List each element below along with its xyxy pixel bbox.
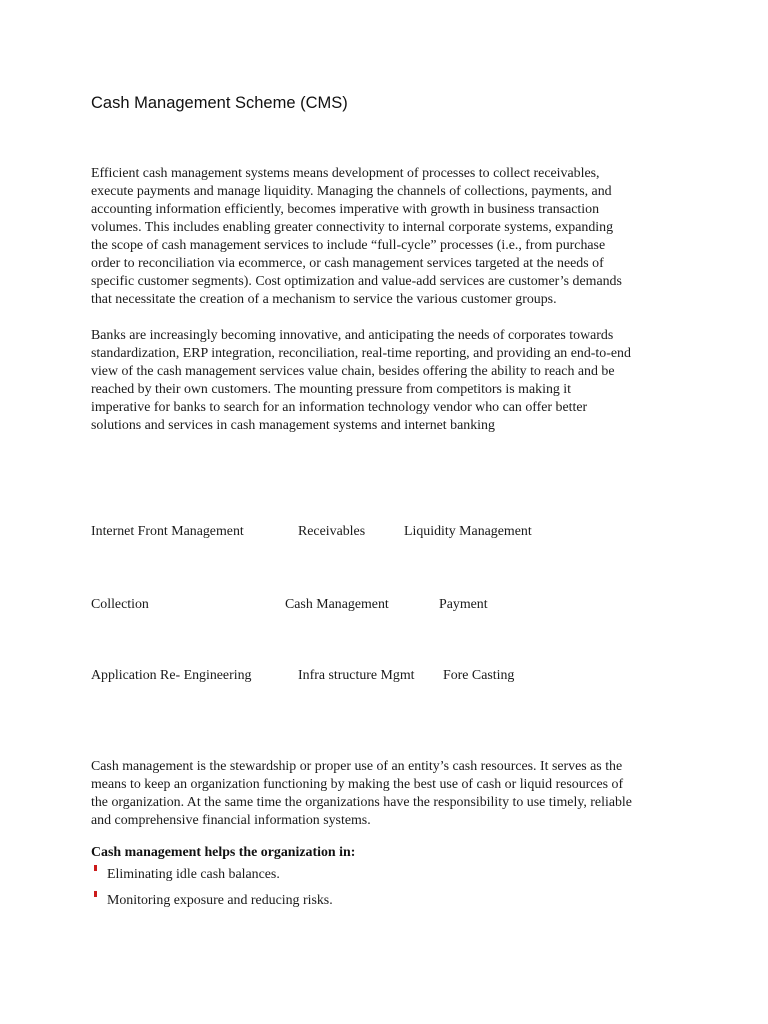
diagram-label-liquidity-management: Liquidity Management <box>404 524 532 539</box>
list-item-text: Eliminating idle cash balances. <box>107 867 280 882</box>
diagram-label-application-re-engineering: Application Re- Engineering <box>91 668 252 683</box>
paragraph-line: means to keep an organization functioning by making the best use of cash or liquid resources of <box>91 777 624 792</box>
banks-paragraph <box>91 327 691 435</box>
paragraph-line: the scope of cash management services to include “full-cycle” processes (i.e., from purchase <box>91 238 606 253</box>
paragraph-line: volumes. This includes enabling greater connectivity to internal corporate systems, expanding <box>91 220 614 235</box>
paragraph-line: Banks are increasingly becoming innovative, and anticipating the needs of corporates towards <box>91 328 614 343</box>
diagram-label-payment: Payment <box>439 597 488 612</box>
paragraph-line: execute payments and manage liquidity. Managing the channels of collections, payments, and <box>91 184 612 199</box>
diagram-label-internet-front-management: Internet Front Management <box>91 524 244 539</box>
document-title: Cash Management Scheme (CMS) <box>91 94 348 112</box>
paragraph-line: reached by their own customers. The mounting pressure from competitors is making it <box>91 382 572 397</box>
diagram-label-cash-management: Cash Management <box>285 597 389 612</box>
paragraph-line: and comprehensive financial information systems. <box>91 813 371 828</box>
list-item-text: Monitoring exposure and reducing risks. <box>107 893 333 908</box>
diagram-label-collection: Collection <box>91 597 149 612</box>
paragraph-line: order to reconciliation via ecommerce, or cash management services targeted at the needs of <box>91 256 604 271</box>
paragraph-line: solutions and services in cash management systems and internet banking <box>91 418 495 433</box>
benefits-subheading: Cash management helps the organization in: <box>91 845 356 860</box>
paragraph-line: accounting information efficiently, becomes imperative with growth in business transaction <box>91 202 600 217</box>
diagram-label-receivables: Receivables <box>298 524 366 539</box>
paragraph-line: view of the cash management services value chain, besides offering the ability to reach and be <box>91 364 615 379</box>
diagram-label-forecasting: Fore Casting <box>443 668 515 683</box>
paragraph-line: Cash management is the stewardship or proper use of an entity’s cash resources. It serves as the <box>91 759 623 774</box>
paragraph-line: imperative for banks to search for an information technology vendor who can offer better <box>91 400 588 415</box>
bullet-icon <box>94 865 97 871</box>
paragraph-line: standardization, ERP integration, reconciliation, real-time reporting, and providing an end-to-end <box>91 346 631 361</box>
intro-paragraph <box>91 165 691 309</box>
paragraph-line: the organization. At the same time the organizations have the responsibility to use timely, reliable <box>91 795 632 810</box>
bullet-icon <box>94 891 97 897</box>
diagram-label-infrastructure-mgmt: Infra structure Mgmt <box>298 668 415 683</box>
definition-paragraph <box>91 758 691 830</box>
paragraph-line: that necessitate the creation of a mechanism to service the various customer groups. <box>91 292 557 307</box>
paragraph-line: Efficient cash management systems means development of processes to collect receivables, <box>91 166 600 181</box>
paragraph-line: specific customer segments). Cost optimization and value-add services are customer’s demands <box>91 274 622 289</box>
